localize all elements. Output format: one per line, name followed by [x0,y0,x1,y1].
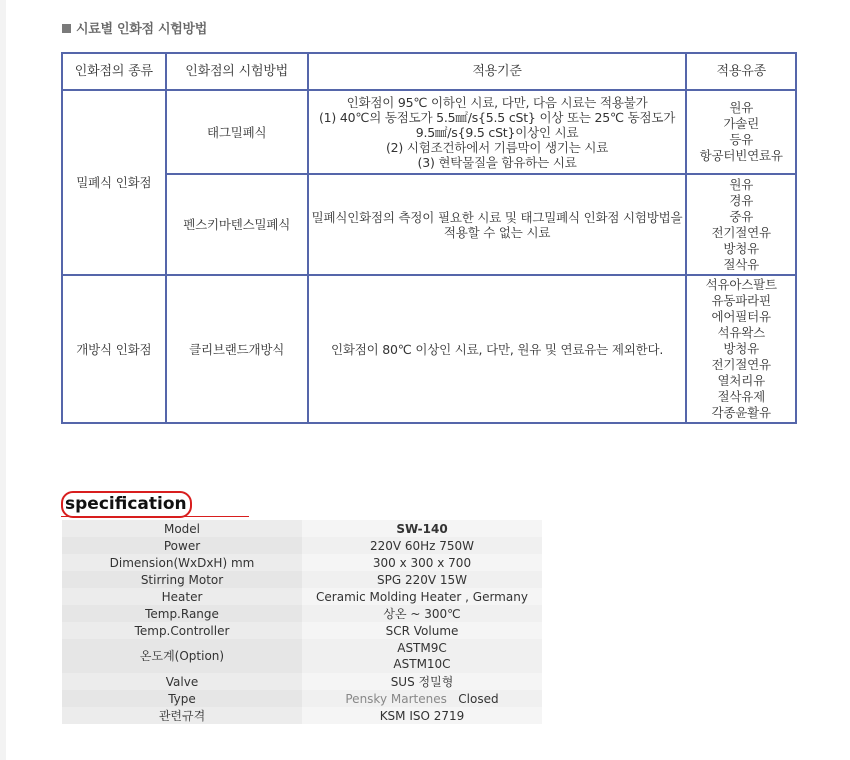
method-cleveland-open: 클리브랜드개방식 [166,275,308,423]
oil-type: 전기절연유 [711,357,771,372]
oil-types-cell [686,174,796,275]
oil-type: 가솔린 [723,116,760,131]
oil-type: 열처리유 [717,373,765,388]
kind-closed-cup: 밀폐식 인화점 [62,90,166,275]
spec-value-part: Closed [458,691,499,706]
spec-key: Temp.Controller [62,622,302,639]
spec-value [302,690,542,707]
kind-open-cup: 개방식 인화점 [62,275,166,423]
criteria-line: (3) 현탁물질을 함유하는 시료 [417,154,577,170]
oil-type: 중유 [729,208,754,224]
spec-row [62,588,542,605]
spec-value: 상온 ~ 300℃ [302,605,542,622]
spec-key: Model [62,520,302,537]
spec-value: 220V 60Hz 750W [302,537,542,554]
section-title [62,18,207,37]
criteria-cell [308,90,687,174]
spec-row [62,622,542,639]
spec-row [62,520,542,537]
criteria-line: 인화점이 80℃ 이상인 시료, 다만, 원유 및 연료유는 제외한다. [330,341,664,357]
spec-key: Heater [62,588,302,605]
criteria-cell [308,275,687,423]
flash-point-method-table [61,52,797,424]
left-margin-strip [0,0,6,760]
spec-key: Dimension(WxDxH) mm [62,554,302,571]
section-title-text: 시료별 인화점 시험방법 [76,22,208,37]
spec-row [62,690,542,707]
header-criteria: 적용기준 [308,53,687,90]
spec-key: 온도계(Option) [62,639,302,673]
method-pensky-martens: 펜스키마텐스밀폐식 [166,174,308,275]
oil-type: 전기절연유 [711,224,771,240]
spec-value-line: ASTM9C [397,641,447,655]
spec-value: SW-140 [302,520,542,537]
table-row [62,174,796,275]
table-row [62,90,796,174]
spec-value: KSM ISO 2719 [302,707,542,724]
table-row [62,275,796,423]
specification-heading: specification [61,491,192,518]
header-flash-point-kind: 인화점의 종류 [62,53,166,90]
spec-key: Power [62,537,302,554]
criteria-cell [308,174,687,275]
square-bullet-icon [62,24,71,33]
header-test-method: 인화점의 시험방법 [166,53,308,90]
spec-key: Valve [62,673,302,690]
oil-types-cell [686,90,796,174]
spec-value-line: ASTM10C [393,657,451,671]
oil-type: 항공터빈연료유 [699,148,783,163]
heading-underline [61,516,249,517]
oil-type: 유동파라핀 [711,293,771,308]
method-tag-closed: 태그밀폐식 [166,90,308,174]
spec-value-part: Pensky Martenes [345,691,447,706]
spec-value: SCR Volume [302,622,542,639]
spec-key: 관련규격 [62,707,302,724]
spec-key: Type [62,690,302,707]
spec-row [62,673,542,690]
spec-key: Stirring Motor [62,571,302,588]
oil-type: 절삭유제 [717,389,765,404]
spec-row [62,605,542,622]
spec-value: SPG 220V 15W [302,571,542,588]
spec-row [62,537,542,554]
oil-type: 에어필터유 [711,309,771,324]
oil-type: 방청유 [723,240,760,256]
spec-value: Ceramic Molding Heater , Germany [302,588,542,605]
criteria-line: (1) 40℃의 동점도가 5.5㎟/s{5.5 cSt} 이상 또는 25℃ 동점도가 9.5㎟/s{9.5 cSt}이상인 시료 [318,109,676,140]
oil-type: 석유왁스 [717,325,765,340]
oil-type: 등유 [729,132,754,147]
oil-types-cell [686,275,796,423]
specification-table [62,520,542,724]
oil-type: 석유아스팔트 [705,277,777,292]
spec-key: Temp.Range [62,605,302,622]
oil-type: 절삭유 [723,256,760,272]
oil-type: 원유 [729,100,754,115]
table-header-row [62,53,796,90]
oil-type: 방청유 [723,341,760,356]
spec-row [62,639,542,673]
spec-row [62,571,542,588]
oil-type: 원유 [729,176,754,192]
spec-row [62,707,542,724]
criteria-line: 인화점이 95℃ 이하인 시료, 다만, 다음 시료는 적용불가 [346,94,648,110]
spec-row [62,554,542,571]
oil-type: 경유 [729,192,754,208]
header-oil-types: 적용유종 [686,53,796,90]
spec-value: 300 x 300 x 700 [302,554,542,571]
spec-value [302,639,542,673]
spec-value: SUS 정밀형 [302,673,542,690]
criteria-line: 밀폐식인화점의 측정이 필요한 시료 및 태그밀폐식 인화점 시험방법을 적용할 수 없는 시료 [311,209,683,240]
criteria-line: (2) 시험조건하에서 기름막이 생기는 시료 [385,139,609,155]
oil-type: 각종윤활유 [711,405,771,420]
